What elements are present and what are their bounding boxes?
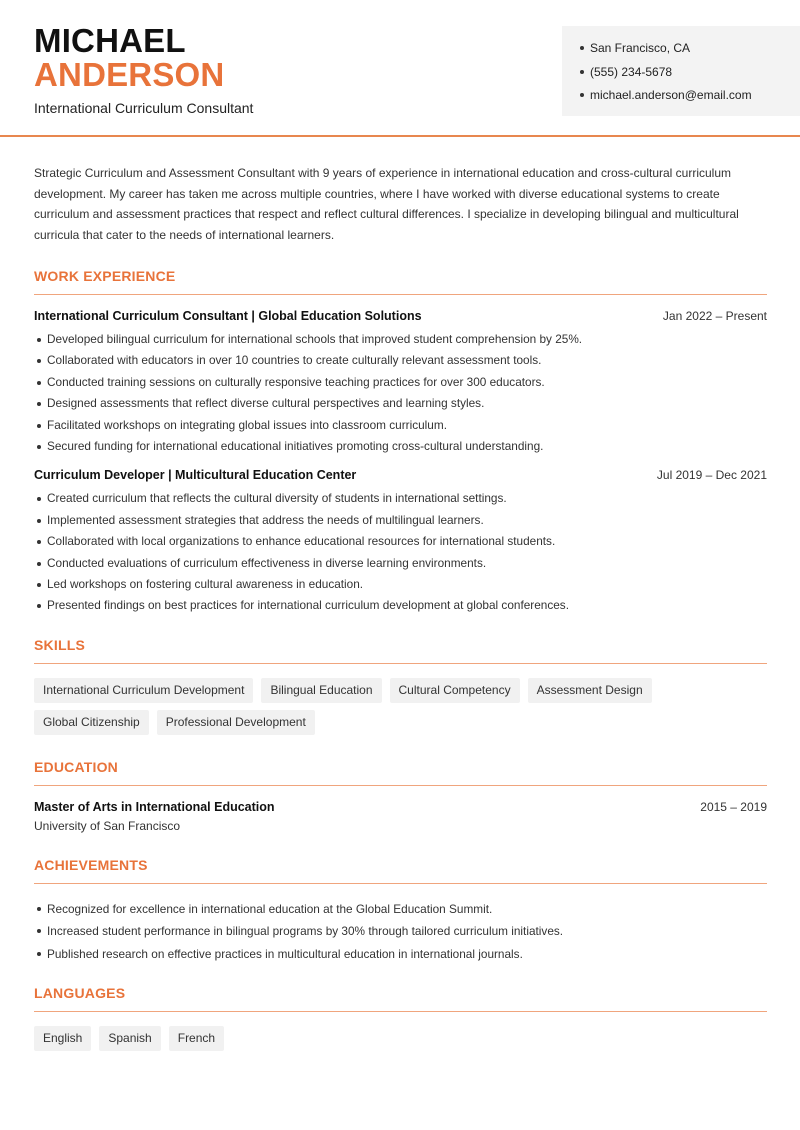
skills-section <box>34 637 767 735</box>
language-tag: French <box>169 1026 224 1051</box>
job-bullet: Facilitated workshops on integrating global issues into classroom curriculum. <box>34 415 767 436</box>
job-entry <box>34 468 767 616</box>
job-bullet: Implemented assessment strategies that address the needs of multilingual learners. <box>34 510 767 531</box>
skills-tags <box>34 678 767 735</box>
job-bullets <box>34 488 767 616</box>
job-bullet: Conducted training sessions on culturally responsive teaching practices for over 300 educators. <box>34 372 767 393</box>
job-date: Jan 2022 – Present <box>662 309 767 323</box>
skill-tag: Global Citizenship <box>34 710 149 735</box>
education-school: University of San Francisco <box>34 818 181 833</box>
job-bullet: Created curriculum that reflects the cultural diversity of students in international settings. <box>34 488 767 509</box>
education-degree: Master of Arts in International Education <box>34 799 275 814</box>
job-bullets <box>34 329 767 457</box>
education-section <box>34 759 767 833</box>
contact-location: San Francisco, CA <box>578 40 800 64</box>
language-tag: English <box>34 1026 91 1051</box>
job-role: Curriculum Developer | Multicultural Education Center <box>34 468 357 483</box>
achievements-list <box>34 898 767 966</box>
achievement-item: Published research on effective practices in multicultural education in international journals. <box>34 943 767 966</box>
job-entry <box>34 309 767 457</box>
contact-box <box>562 26 800 116</box>
achievement-item: Recognized for excellence in international education at the Global Education Summit. <box>34 898 767 921</box>
first-name: MICHAEL <box>34 22 186 59</box>
job-bullet: Conducted evaluations of curriculum effectiveness in diverse learning environments. <box>34 553 767 574</box>
job-header <box>34 309 767 323</box>
achievements-section <box>34 857 767 966</box>
skill-tag: Cultural Competency <box>390 678 520 703</box>
education-date: 2015 – 2019 <box>700 799 767 814</box>
work-section <box>34 268 767 617</box>
education-header <box>34 800 767 814</box>
language-tag: Spanish <box>99 1026 160 1051</box>
summary: Strategic Curriculum and Assessment Consultant with 9 years of experience in international education and cross-cultural curriculum development. My career has taken me across multiple countries, where I have worked with diverse educational systems to create curriculum and assessment practices that respect and reflect cultural differences. I specialize in developing bilingual and multicultural curricula that cater to the needs of international learners. <box>34 166 739 242</box>
job-date: Jul 2019 – Dec 2021 <box>656 468 767 483</box>
language-tags <box>34 1026 767 1051</box>
skill-tag: International Curriculum Development <box>34 678 253 703</box>
job-header <box>34 468 767 482</box>
last-name: ANDERSON <box>34 56 225 93</box>
languages-section <box>34 985 767 1051</box>
contact-phone: (555) 234-5678 <box>578 64 800 88</box>
job-bullet: Collaborated with educators in over 10 countries to create culturally relevant assessment tools. <box>34 350 767 371</box>
job-bullet: Collaborated with local organizations to enhance educational resources for international students. <box>34 531 767 552</box>
education-section-title: EDUCATION <box>34 759 767 786</box>
skill-tag: Professional Development <box>157 710 315 735</box>
job-bullet: Secured funding for international educational initiatives promoting cross-cultural understanding. <box>34 436 767 457</box>
job-bullet: Presented findings on best practices for international curriculum development at global conferences. <box>34 595 767 616</box>
contact-email: michael.anderson@email.com <box>578 87 800 111</box>
achievements-section-title: ACHIEVEMENTS <box>34 857 767 884</box>
job-bullet: Developed bilingual curriculum for international schools that improved student comprehension by 25%. <box>34 329 767 350</box>
job-title: International Curriculum Consultant <box>34 100 254 116</box>
resume-content <box>34 163 767 1051</box>
achievement-item: Increased student performance in bilingual programs by 30% through tailored curriculum initiatives. <box>34 920 767 943</box>
languages-section-title: LANGUAGES <box>34 985 767 1012</box>
skill-tag: Bilingual Education <box>261 678 381 703</box>
skill-tag: Assessment Design <box>528 678 652 703</box>
job-role: International Curriculum Consultant | Global Education Solutions <box>34 309 422 323</box>
contact-list <box>578 40 800 111</box>
job-bullet: Led workshops on fostering cultural awareness in education. <box>34 574 767 595</box>
job-bullet: Designed assessments that reflect diverse cultural perspectives and learning styles. <box>34 393 767 414</box>
skills-section-title: SKILLS <box>34 637 767 664</box>
work-section-title: WORK EXPERIENCE <box>34 268 767 295</box>
resume-header <box>0 0 800 137</box>
